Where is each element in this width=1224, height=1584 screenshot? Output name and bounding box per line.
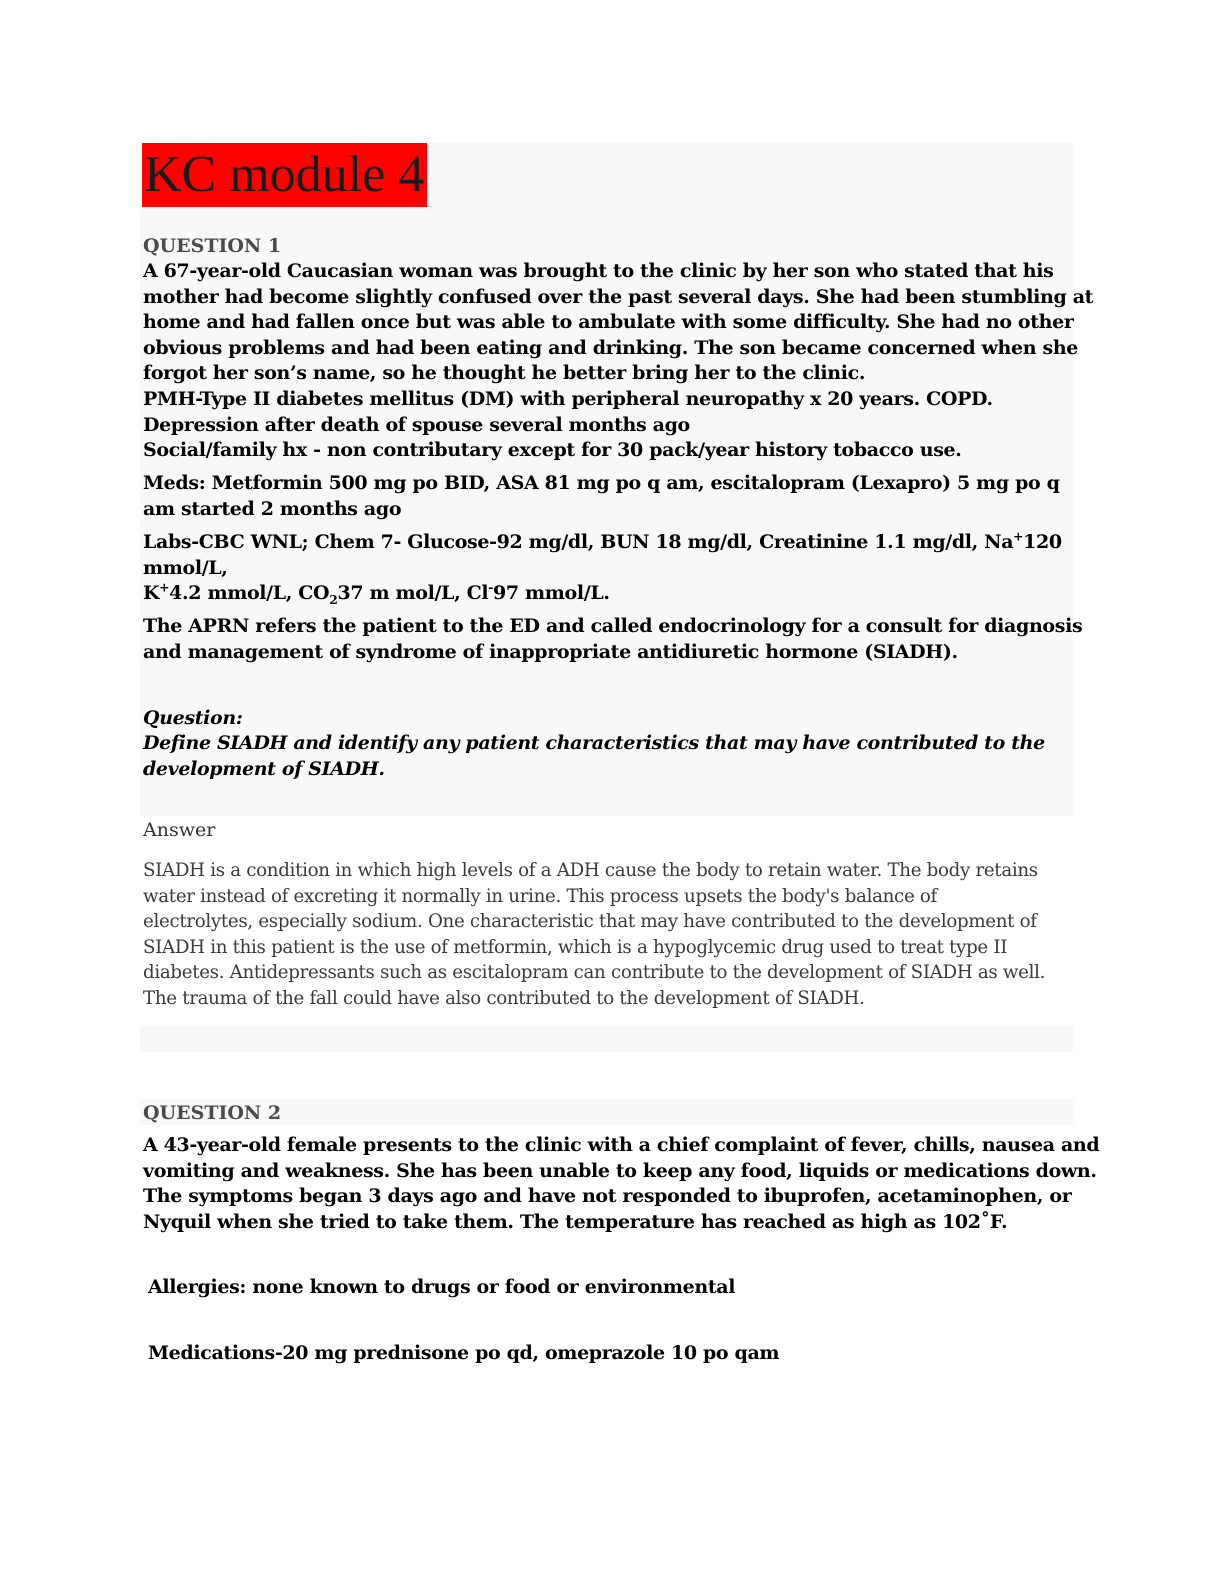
question-line: development of SIADH.	[143, 757, 385, 780]
allergies-line: Allergies: none known to drugs or food or environmental	[148, 1276, 736, 1298]
scenario-line: vomiting and weakness. She has been unable to keep any food, liquids or medications down.	[143, 1159, 1097, 1182]
scenario-line: obvious problems and had been eating and drinking. The son became concerned when she	[143, 336, 1079, 359]
question-2-scenario	[143, 1133, 1100, 1235]
scenario-line: A 67-year-old Caucasian woman was brought to the clinic by her son who stated that his	[143, 260, 1054, 282]
labs-line: K+4.2 mmol/L, $CO_237$ m mol/L, Cl-97 mmol/L.	[143, 579, 610, 607]
scenario-line: forgot her son’s name, so he thought he better bring her to the clinic.	[143, 362, 866, 385]
answer-text	[143, 858, 1078, 1011]
meds-line: Meds: Metformin 500 mg po BID, ASA 81 mg po q am, escitalopram (Lexapro) 5 mg po q	[143, 472, 1060, 494]
question-1-header: QUESTION 1	[143, 235, 282, 257]
answer-line: SIADH is a condition in which high levels of a ADH cause the body to retain water. The body retains	[143, 860, 1038, 881]
page-title: KC module 4	[142, 143, 427, 207]
labs-line: mmol/L,	[143, 556, 228, 579]
referral-line: The APRN refers the patient to the ED and called endocrinology for a consult for diagnosis	[143, 615, 1083, 637]
question-1-scenario	[143, 259, 1094, 464]
meds-line: am started 2 months ago	[143, 497, 402, 520]
pmh-line: Depression after death of spouse several months ago	[143, 413, 690, 436]
labs-line: Labs-CBC WNL; Chem 7- Glucose-92 mg/dl, BUN 18 mg/dl, Creatinine 1.1 mg/dl, Na+120	[143, 528, 1062, 553]
answer-line: electrolytes, especially sodium. One characteristic that may have contributed to the development of	[143, 911, 1037, 932]
question-prompt	[143, 731, 1073, 782]
answer-line: SIADH in this patient is the use of metformin, which is a hypoglycemic drug used to treat type II	[143, 936, 1008, 958]
answer-label: Answer	[143, 819, 216, 841]
scenario-line: A 43-year-old female presents to the clinic with a chief complaint of fever, chills, nausea and	[143, 1134, 1100, 1156]
scenario-line: The symptoms began 3 days ago and have not responded to ibuprofen, acetaminophen, or	[143, 1185, 1072, 1208]
answer-panel-footer	[140, 1026, 1073, 1052]
scenario-line: mother had become slightly confused over the past several days. She had been stumbling at	[143, 285, 1094, 308]
answer-line: The trauma of the fall could have also contributed to the development of SIADH.	[143, 987, 865, 1009]
question-1-referral	[143, 614, 1083, 665]
question-1-labs	[143, 530, 1073, 607]
scenario-line: Nyquil when she tried to take them. The temperature has reached as high as 102˚F.	[143, 1210, 1008, 1233]
question-label: Question:	[143, 707, 243, 729]
medications-line: Medications-20 mg prednisone po qd, omeprazole 10 po qam	[148, 1342, 780, 1364]
question-2-header: QUESTION 2	[143, 1102, 282, 1124]
social-history-line: Social/family hx - non contributary except for 30 pack/year history tobacco use.	[143, 439, 962, 462]
question-1-meds	[143, 471, 1073, 522]
question-line: Define SIADH and identify any patient characteristics that may have contributed to the	[143, 732, 1045, 754]
scenario-line: home and had fallen once but was able to ambulate with some difficulty. She had no other	[143, 311, 1074, 334]
pmh-line: PMH-Type II diabetes mellitus (DM) with peripheral neuropathy x 20 years. COPD.	[143, 387, 993, 410]
answer-line: diabetes. Antidepressants such as escitalopram can contribute to the development of SIADH as well.	[143, 962, 1046, 983]
answer-line: water instead of excreting it normally in urine. This process upsets the body's balance of	[143, 885, 937, 907]
referral-line: and management of syndrome of inappropriate antidiuretic hormone (SIADH).	[143, 640, 958, 663]
